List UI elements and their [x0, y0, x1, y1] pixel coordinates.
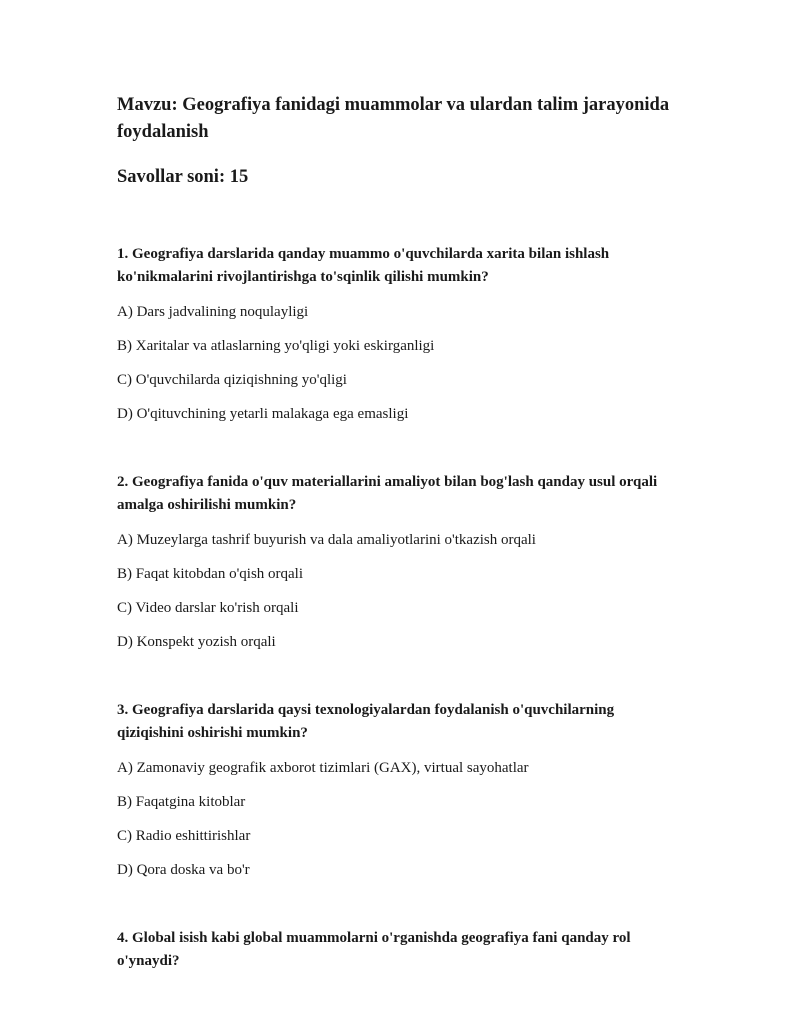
option-b: B) Faqat kitobdan o'qish orqali	[117, 566, 304, 582]
question-2	[117, 471, 677, 652]
question-4	[117, 927, 677, 973]
question-3	[117, 699, 677, 880]
option-c: C) Radio eshittirishlar	[117, 828, 251, 844]
option-c: C) O'quvchilarda qiziqishning yo'qligi	[117, 372, 347, 388]
question-text: 3. Geografiya darslarida qaysi texnologiyalardan foydalanish o'quvchilarning qiziqishini oshirishi mumkin?	[117, 702, 615, 741]
question-1	[117, 243, 677, 424]
option-b: B) Faqatgina kitoblar	[117, 794, 246, 810]
option-c: C) Video darslar ko'rish orqali	[117, 600, 299, 616]
option-a: A) Zamonaviy geografik axborot tizimlari (GAX), virtual sayohatlar	[117, 760, 529, 776]
option-a: A) Dars jadvalining noqulayligi	[117, 304, 309, 320]
option-d: D) Qora doska va bo'r	[117, 862, 250, 878]
option-a: A) Muzeylarga tashrif buyurish va dala amaliyotlarini o'tkazish orqali	[117, 532, 536, 548]
question-text: 2. Geografiya fanida o'quv materiallarini amaliyot bilan bog'lash qanday usul orqali amalga oshirilishi mumkin?	[117, 474, 658, 513]
option-d: D) O'qituvchining yetarli malakaga ega emasligi	[117, 406, 409, 422]
option-d: D) Konspekt yozish orqali	[117, 634, 276, 650]
question-text: 4. Global isish kabi global muammolarni o'rganishda geografiya fani qanday rol o'ynaydi?	[117, 930, 631, 969]
question-text: 1. Geografiya darslarida qanday muammo o'quvchilarda xarita bilan ishlash ko'nikmalarini rivojlantirishga to'sqinlik qilishi mumkin?	[117, 246, 610, 285]
option-b: B) Xaritalar va atlaslarning yo'qligi yoki eskirganligi	[117, 338, 435, 354]
document-page	[117, 92, 677, 973]
document-title: Mavzu: Geografiya fanidagi muammolar va ulardan talim jarayonida foydalanish	[117, 95, 670, 142]
question-count: Savollar soni: 15	[117, 167, 249, 187]
